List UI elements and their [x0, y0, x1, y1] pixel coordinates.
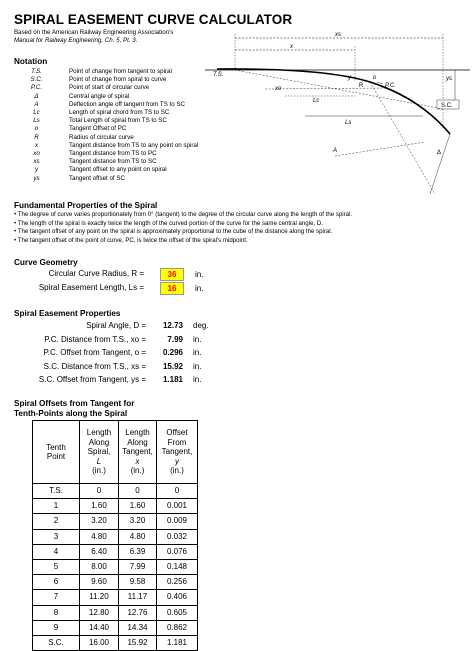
property-value: 15.92 — [162, 361, 183, 371]
notation-heading: Notation — [14, 57, 48, 66]
length-input[interactable]: 16 — [160, 282, 184, 295]
col-header-spiral-length: Length Along Spiral, L (in.) — [80, 421, 119, 484]
spiral-curve — [217, 69, 450, 134]
notation-symbol: Δ — [34, 92, 39, 100]
notation-symbol: P.C. — [30, 84, 43, 92]
ls-label: Ls — [345, 120, 352, 126]
table-row: 8 12.80 12.76 0.605 — [33, 605, 198, 620]
length-row — [14, 281, 144, 295]
property-value: 0.296 — [162, 348, 183, 357]
fundamental-bullet: • The tangent offset of any point on the spiral is approximately proportional to the cube of the distance along the spiral. — [14, 228, 333, 236]
notation-symbol: Ls — [33, 117, 40, 125]
notation-definition: Point of start of circular curve — [69, 84, 150, 92]
table-row: 6 9.60 9.58 0.256 — [33, 575, 198, 590]
notation-definition: Tangent offset of SC — [69, 174, 125, 182]
notation-definition: Radius of circular curve — [69, 133, 134, 141]
property-label: P.C. Offset from Tangent, o = — [43, 348, 146, 357]
property-label: S.C. Distance from T.S., xs = — [43, 361, 146, 371]
property-label: Spiral Angle, D = — [86, 321, 146, 330]
notation-symbol: T.S. — [31, 68, 42, 75]
notation-definition: Deflection angle off tangent from TS to SC — [69, 100, 186, 108]
notation-definition: Tangent offset to any point on spiral — [69, 166, 167, 174]
fundamental-bullet: • The degree of curve varies proportionately from 0° (tangent) to the degree of the circular curve along the length of the spiral. — [14, 211, 353, 218]
radius-unit: in. — [195, 270, 204, 279]
offsets-table — [32, 420, 198, 651]
table-row: 9 14.40 14.34 0.862 — [33, 620, 198, 635]
length-unit: in. — [195, 284, 204, 293]
col-header-offset: Offset From Tangent, y (in.) — [157, 421, 198, 484]
notation-list — [14, 68, 214, 188]
notation-definition: Tangent distance from TS to PC — [69, 150, 157, 157]
notation-symbol: R — [34, 133, 39, 141]
notation-symbol: x — [34, 141, 39, 149]
y-label: y — [348, 75, 351, 81]
xo-label: xo — [275, 86, 282, 92]
geometry-heading: Curve Geometry — [14, 258, 78, 267]
radius-input[interactable]: 36 — [160, 268, 184, 281]
property-unit: in. — [193, 375, 202, 384]
xs-label: xs — [335, 32, 341, 38]
notation-definition: Point of change from spiral to curve — [69, 76, 167, 84]
notation-definition: Tangent distance from TS to SC — [69, 158, 157, 166]
notation-definition: Point of change from tangent to spiral — [69, 68, 172, 75]
table-row: 2 3.20 3.20 0.009 — [33, 514, 198, 529]
property-unit: in. — [193, 334, 202, 344]
properties-heading: Spiral Easement Properties — [14, 309, 121, 318]
delta-label: Δ — [437, 150, 442, 156]
ts-label: T.S. — [213, 72, 224, 78]
notation-definition: Central angle of spiral — [69, 92, 130, 100]
pc-label: P.C. — [385, 83, 396, 89]
table-row: 5 8.00 7.99 0.148 — [33, 559, 198, 574]
offsets-heading-1: Spiral Offsets from Tangent for — [14, 399, 135, 408]
sc-label: S.C. — [441, 103, 453, 109]
notation-symbol: xo — [33, 150, 40, 157]
x-label: x — [290, 44, 293, 50]
fundamental-bullet: • The tangent offset of the point of curve, PC, is twice the offset of the spiral's midpoint. — [14, 236, 248, 244]
property-label: S.C. Offset from Tangent, ys = — [38, 375, 146, 384]
offsets-heading-2: Tenth-Points along the Spiral — [14, 409, 128, 418]
property-unit: deg. — [193, 321, 209, 330]
subtitle-line-1: Based on the American Railway Engineering Association's — [14, 29, 174, 36]
notation-symbol: S.C. — [30, 76, 43, 84]
length-label: Spiral Easement Length, Ls = — [38, 283, 144, 292]
radius-row — [14, 267, 144, 281]
notation-symbol: ys — [33, 174, 40, 182]
r-label: R — [359, 83, 364, 89]
radius-label: Circular Curve Radius, R = — [48, 269, 144, 278]
property-value: 7.99 — [167, 334, 183, 344]
notation-symbol: y — [34, 166, 39, 174]
notation-definition: Total Length of spiral from TS to SC — [69, 117, 167, 125]
o-label: o — [373, 75, 377, 81]
spiral-diagram — [205, 24, 470, 202]
fundamental-bullet: • The length of the spiral is exactly twice the length of the curved portion of the curve for the same central angle, D. — [14, 219, 323, 227]
notation-definition: Tangent distance from TS to any point on spiral — [69, 141, 199, 149]
notation-symbol: Lc — [33, 109, 40, 116]
notation-symbol: xs — [33, 158, 40, 166]
property-value: 12.73 — [162, 321, 183, 330]
notation-definition: Tangent Offset of PC — [69, 125, 127, 133]
table-row: 3 4.80 4.80 0.032 — [33, 529, 198, 544]
table-row: 7 11.20 11.17 0.406 — [33, 590, 198, 605]
property-label: P.C. Distance from T.S., xo = — [44, 334, 146, 344]
ys-label: ys — [446, 76, 452, 82]
property-value: 1.181 — [162, 375, 183, 384]
col-header-tenth: Tenth Point — [33, 421, 80, 484]
fundamental-heading: Fundamental Properties of the Spiral — [14, 201, 158, 210]
property-unit: in. — [193, 348, 202, 357]
table-row: S.C. 16.00 15.92 1.181 — [33, 635, 198, 650]
page-title: SPIRAL EASEMENT CURVE CALCULATOR — [14, 12, 293, 27]
table-header-row — [33, 421, 198, 484]
table-row: T.S. 0 0 0 — [33, 484, 198, 499]
a-label: A — [333, 148, 338, 154]
col-header-tangent-length: Length Along Tangent, x (in.) — [119, 421, 157, 484]
notation-definition: Length of spiral chord from TS to SC — [69, 109, 170, 116]
table-row: 4 6.40 6.39 0.076 — [33, 544, 198, 559]
notation-symbol: A — [34, 100, 39, 108]
lc-label: Lc — [313, 98, 320, 104]
notation-symbol: o — [34, 125, 39, 133]
property-unit: in. — [193, 361, 202, 371]
table-row: 1 1.60 1.60 0.001 — [33, 499, 198, 514]
properties-list — [0, 320, 260, 390]
subtitle-line-2: Manual for Railway Engineering, Ch. 5, Pt. 3. — [14, 37, 138, 44]
